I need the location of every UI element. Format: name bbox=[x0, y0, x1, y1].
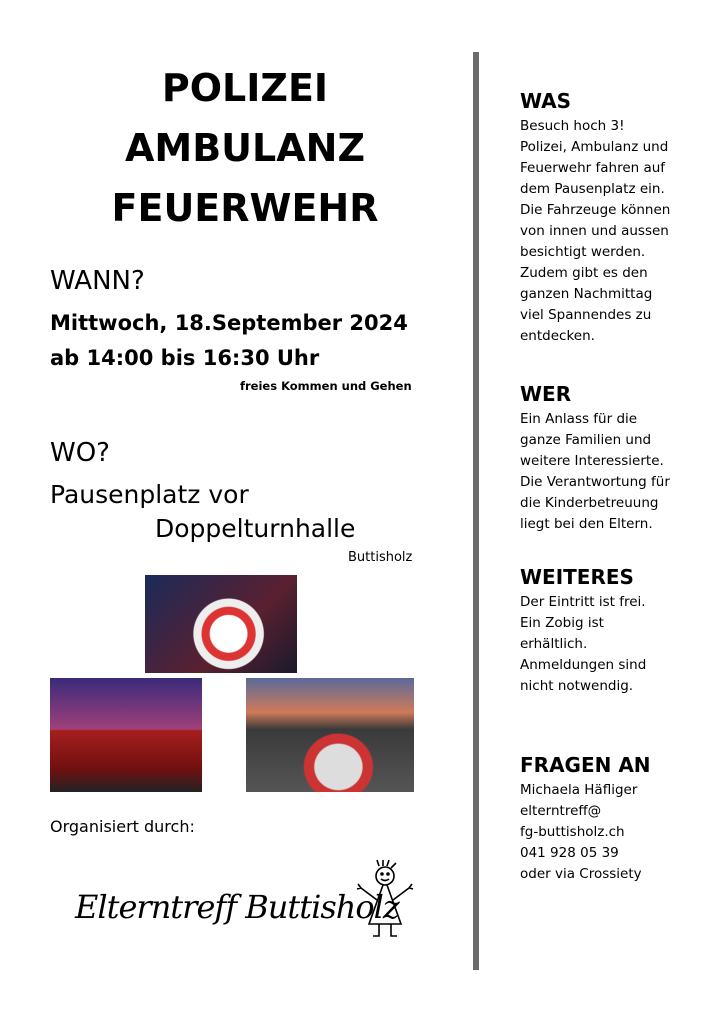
section-heading: WEITERES bbox=[520, 565, 634, 589]
section-line: die Kinderbetreuung bbox=[520, 495, 659, 511]
section-line: Die Fahrzeuge können bbox=[520, 202, 671, 218]
organizer-label: Organisiert durch: bbox=[50, 817, 195, 836]
section-line: erhältlich. bbox=[520, 636, 588, 652]
contact-name: Michaela Häfliger bbox=[520, 782, 638, 798]
section-fragen-an bbox=[520, 752, 710, 885]
section-line: nicht notwendig. bbox=[520, 678, 634, 694]
section-line: ganzen Nachmittag bbox=[520, 286, 653, 302]
title-line: FEUERWEHR bbox=[111, 186, 379, 230]
stick-figure-logo-icon bbox=[355, 858, 417, 940]
organizer-logo: Elterntreff Buttisholz bbox=[75, 888, 399, 926]
ambulance-photo bbox=[145, 575, 297, 673]
fire-truck-photo bbox=[50, 678, 202, 792]
section-line: dem Pausenplatz ein. bbox=[520, 181, 665, 197]
section-heading: WER bbox=[520, 382, 572, 406]
section-heading: FRAGEN AN bbox=[520, 753, 651, 777]
event-date: Mittwoch, 18.September 2024 bbox=[50, 311, 408, 335]
section-line: Der Eintritt ist frei. bbox=[520, 594, 646, 610]
event-title bbox=[60, 58, 430, 238]
section-heading: WAS bbox=[520, 89, 572, 113]
section-line: Feuerwehr fahren auf bbox=[520, 160, 666, 176]
section-line: oder via Crossiety bbox=[520, 866, 642, 882]
section-line: besichtigt werden. bbox=[520, 244, 646, 260]
section-line: ganze Familien und bbox=[520, 432, 652, 448]
section-line: Polizei, Ambulanz und bbox=[520, 139, 669, 155]
contact-phone: 041 928 05 39 bbox=[520, 845, 619, 861]
section-line: liegt bei den Eltern. bbox=[520, 516, 653, 532]
wann-heading: WANN? bbox=[50, 266, 145, 296]
event-note: freies Kommen und Gehen bbox=[240, 379, 412, 393]
section-line: viel Spannendes zu bbox=[520, 307, 652, 323]
title-line: POLIZEI bbox=[161, 66, 329, 110]
section-line: Ein Anlass für die bbox=[520, 411, 638, 427]
column-divider bbox=[473, 52, 479, 970]
event-time: ab 14:00 bis 16:30 Uhr bbox=[50, 346, 320, 370]
location-place: Buttisholz bbox=[348, 550, 413, 565]
section-weiteres bbox=[520, 564, 710, 697]
section-line: Ein Zobig ist bbox=[520, 615, 604, 631]
contact-email[interactable]: fg-buttisholz.ch bbox=[520, 824, 625, 840]
contact-email[interactable]: elterntreff@ bbox=[520, 803, 602, 819]
location-line2: Doppelturnhalle bbox=[155, 514, 356, 543]
section-was bbox=[520, 88, 710, 347]
location-line1: Pausenplatz vor bbox=[50, 480, 249, 509]
section-wer bbox=[520, 381, 710, 535]
section-line: Besuch hoch 3! bbox=[520, 118, 625, 134]
section-line: weitere Interessierte. bbox=[520, 453, 664, 469]
section-line: von innen und aussen bbox=[520, 223, 669, 239]
section-line: Zudem gibt es den bbox=[520, 265, 648, 281]
section-line: entdecken. bbox=[520, 328, 595, 344]
wo-heading: WO? bbox=[50, 438, 110, 468]
police-car-photo bbox=[246, 678, 414, 792]
title-line: AMBULANZ bbox=[124, 126, 366, 170]
section-line: Anmeldungen sind bbox=[520, 657, 647, 673]
section-line: Die Verantwortung für bbox=[520, 474, 670, 490]
